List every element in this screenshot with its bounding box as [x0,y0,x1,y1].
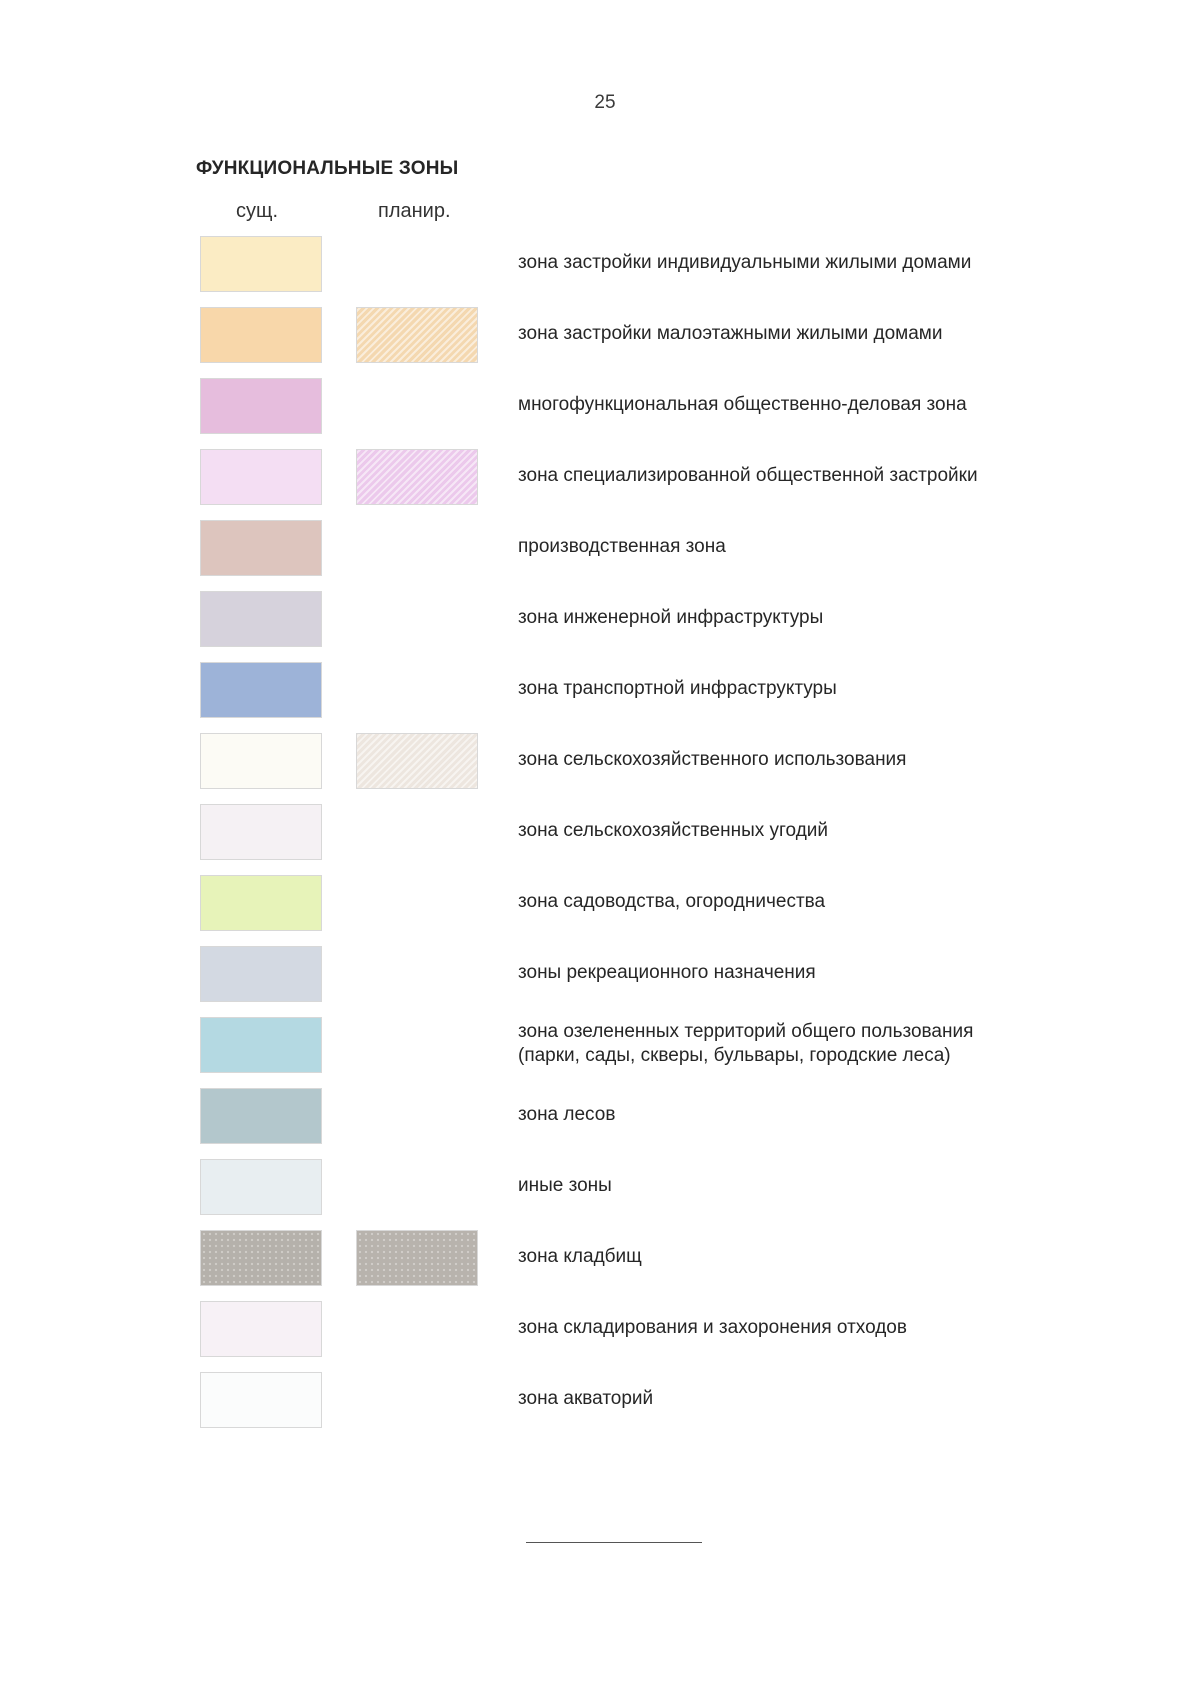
legend-label: зона сельскохозяйственного использования [518,749,907,770]
column-header-existing: сущ. [236,200,279,222]
legend-row [200,733,1100,791]
legend-row [200,1301,1100,1359]
existing-swatch [200,591,322,647]
legend-row [200,1372,1100,1430]
legend-row [200,1017,1100,1075]
legend-label: зона инженерной инфраструктуры [518,607,824,628]
existing-swatch [200,662,322,718]
planned-swatch [356,449,478,505]
footer-rule [526,1542,702,1543]
existing-swatch [200,733,322,789]
legend-row [200,520,1100,578]
legend-label: зона акваторий [518,1388,654,1409]
legend-label: зона складирования и захоронения отходов [518,1317,907,1338]
existing-swatch [200,307,322,363]
planned-swatch [356,1230,478,1286]
legend-label: зона застройки малоэтажными жилыми домами [518,323,943,344]
legend-label: зона транспортной инфраструктуры [518,678,837,699]
legend-row [200,804,1100,862]
existing-swatch [200,1230,322,1286]
existing-swatch [200,804,322,860]
legend-label: зона озелененных территорий общего пользования (парки, сады, скверы, бульвары, городские леса) [518,1021,974,1066]
planned-swatch [356,733,478,789]
legend-label: зона сельскохозяйственных угодий [518,820,829,841]
section-title: ФУНКЦИОНАЛЬНЫЕ ЗОНЫ [196,158,459,179]
existing-swatch [200,1372,322,1428]
legend-row [200,591,1100,649]
legend-row [200,1230,1100,1288]
legend-row [200,236,1100,294]
existing-swatch [200,236,322,292]
legend-row [200,1159,1100,1217]
legend-label: производственная зона [518,536,726,557]
existing-swatch [200,1017,322,1073]
existing-swatch [200,1301,322,1357]
existing-swatch [200,946,322,1002]
legend-label: многофункциональная общественно-деловая зона [518,394,967,415]
legend-label: зона лесов [518,1104,616,1125]
legend-row [200,307,1100,365]
existing-swatch [200,378,322,434]
legend-label: зона садоводства, огородничества [518,891,826,912]
legend-label: зона специализированной общественной застройки [518,465,978,486]
legend-row [200,875,1100,933]
existing-swatch [200,449,322,505]
legend-label: зона кладбищ [518,1246,642,1267]
planned-swatch [356,307,478,363]
legend-row [200,1088,1100,1146]
page-number: 25 [594,92,616,113]
column-header-planned: планир. [378,200,451,222]
legend-row [200,449,1100,507]
existing-swatch [200,1159,322,1215]
existing-swatch [200,875,322,931]
legend-label: зона застройки индивидуальными жилыми домами [518,252,972,273]
legend-row [200,946,1100,1004]
legend-row [200,378,1100,436]
legend-list [200,236,1100,1443]
existing-swatch [200,520,322,576]
existing-swatch [200,1088,322,1144]
legend-label: зоны рекреационного назначения [518,962,816,983]
legend-row [200,662,1100,720]
legend-label: иные зоны [518,1175,612,1196]
